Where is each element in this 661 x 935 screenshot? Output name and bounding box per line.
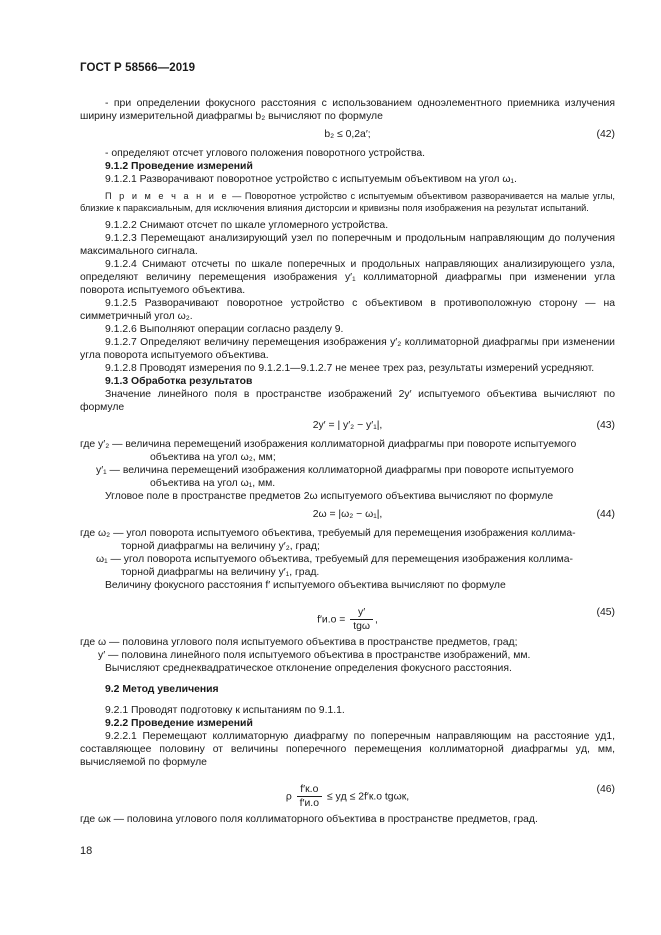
- paragraph: Величину фокусного расстояния f′ испытуемого объектива вычисляют по формуле: [105, 580, 506, 591]
- note: [80, 190, 615, 214]
- page-number: 18: [80, 845, 93, 857]
- formula-expression: 2ω = |ω₂ − ω₁|,: [312, 509, 383, 520]
- where-continuation: объектива на угол ω₁, мм.: [150, 478, 276, 489]
- paragraph: - при определении фокусного расстояния с использованием одноэлементного приемника излучения ширину измерительной диафрагмы b₂ вычисляют по формуле: [80, 98, 615, 122]
- spacer: [80, 675, 615, 683]
- section-heading: 9.1.3 Обработка результатов: [105, 376, 253, 387]
- note-label: П р и м е ч а н и е: [105, 191, 229, 201]
- where-continuation: торной диафрагмы на величину y′₂, град;: [121, 541, 320, 552]
- paragraph: - определяют отсчет углового положения поворотного устройства.: [105, 148, 426, 159]
- formula-number: (46): [596, 784, 615, 795]
- where-text: — половина углового поля коллиматорного объектива в пространстве предметов, град.: [110, 814, 538, 825]
- paragraph: 9.1.2.4 Снимают отсчеты по шкале поперечных и продольных направляющих анализирующего узла, определяют величину перемещения изображения y′₁ коллиматорной диафрагмы при изменении угла поворота испытуемого объектива.: [80, 259, 615, 296]
- page-content: [80, 97, 615, 826]
- formula-prefix: ρ: [285, 791, 292, 803]
- where-item: [80, 813, 615, 826]
- where-item: [80, 649, 615, 662]
- where-text: — величина перемещений изображения коллиматорной диафрагмы при повороте испытуемого: [106, 465, 574, 476]
- fraction-numerator: y′: [350, 606, 373, 620]
- where-label: y′₁: [96, 465, 107, 476]
- formula-expression: b₂ ≤ 0,2a′;: [324, 129, 371, 140]
- formula-42: [80, 125, 615, 145]
- where-item: [80, 464, 615, 477]
- paragraph: 9.1.2.2 Снимают отсчет по шкале угломерного устройства.: [105, 220, 389, 231]
- where-label: y′: [98, 650, 106, 661]
- paragraph: Угловое поле в пространстве предметов 2ω испытуемого объектива вычисляют по формуле: [105, 491, 554, 502]
- paragraph: 9.1.2.6 Выполняют операции согласно разделу 9.: [105, 324, 344, 335]
- where-text: — угол поворота испытуемого объектива, требуемый для перемещения изображения коллима-: [107, 554, 574, 565]
- where-item: [80, 438, 615, 451]
- paragraph: 9.2.2.1 Перемещают коллиматорную диафрагму по поперечным направляющим на расстояние yд1, составляющее половину от величины поперечного перемещения коллиматорной диафрагмы yд, мм, вычисляемой по формуле: [80, 731, 615, 768]
- formula-number: (42): [596, 129, 615, 140]
- formula-expression: [80, 783, 615, 810]
- where-label: где ω₂: [80, 528, 111, 539]
- where-label: где y′₂: [80, 439, 110, 450]
- paragraph: 9.1.2.7 Определяют величину перемещения изображения y′₂ коллиматорной диафрагмы при изменении угла поворота испытуемого объектива.: [80, 337, 615, 361]
- note-text: — Поворотное устройство с испытуемым объективом разворачивается на малые углы, близкие к параксиальным, для исключения влияния дисторсии и кривизны поля изображения на результат испытаний.: [80, 191, 615, 213]
- formula-expression: 2y′ = | y′₂ − y′₁|,: [312, 420, 383, 431]
- spacer: [80, 696, 615, 704]
- section-heading: 9.2.2 Проведение измерений: [105, 718, 253, 729]
- paragraph: 9.1.2.3 Перемещают анализирующий узел по поперечным и продольным направляющим до получения максимального сигнала.: [80, 233, 615, 257]
- where-continuation: торной диафрагмы на величину y′₁, град.: [121, 567, 320, 578]
- where-list-43: [80, 438, 615, 490]
- formula-tail: ,: [375, 614, 378, 626]
- where-list-44: [80, 527, 615, 579]
- section-heading: 9.1.2 Проведение измерений: [105, 161, 253, 172]
- fraction-numerator: f′к.о: [297, 783, 322, 797]
- paragraph: Значение линейного поля в пространстве изображений 2y′ испытуемого объектива вычисляют по формуле: [80, 389, 615, 413]
- fraction: [350, 606, 373, 633]
- where-text: — половина линейного поля испытуемого объектива в пространстве изображений, мм.: [105, 650, 531, 661]
- paragraph: 9.2.1 Проводят подготовку к испытаниям по 9.1.1.: [105, 705, 345, 716]
- paragraph: 9.1.2.1 Разворачивают поворотное устройство с испытуемым объективом на угол ω₁.: [105, 174, 517, 185]
- formula-lhs: f′и.о =: [317, 614, 346, 626]
- where-item: [80, 527, 615, 540]
- formula-number: (43): [596, 420, 615, 431]
- formula-number: (44): [596, 509, 615, 520]
- fraction-denominator: f′и.о: [299, 798, 319, 809]
- paragraph: 9.1.2.8 Проводят измерения по 9.1.2.1—9.1.2.7 не менее трех раз, результаты измерений усредняют.: [105, 363, 595, 374]
- formula-tail: ≤ yд ≤ 2f′к.о tgωк,: [326, 791, 410, 803]
- where-text: — половина углового поля испытуемого объектива в пространстве предметов, град;: [106, 637, 518, 648]
- formula-46: [80, 771, 615, 811]
- formula-44: [80, 505, 615, 525]
- where-list-45: [80, 636, 615, 662]
- where-label: где ωк: [80, 814, 111, 825]
- where-label: ω₁: [96, 554, 108, 565]
- where-text: — величина перемещений изображения коллиматорной диафрагмы при повороте испытуемого: [109, 439, 577, 450]
- where-label: где ω: [80, 637, 107, 648]
- where-item: [80, 553, 615, 566]
- paragraph: Вычисляют среднеквадратическое отклонение определения фокусного расстояния.: [105, 663, 512, 674]
- where-text: — угол поворота испытуемого объектива, требуемый для перемещения изображения коллима-: [110, 528, 576, 539]
- page-header: ГОСТ Р 58566—2019: [80, 62, 196, 74]
- formula-expression: [80, 606, 615, 633]
- paragraph: 9.1.2.5 Разворачивают поворотное устройство с объективом в противоположную сторону — на симметричный угол ω₂.: [80, 298, 615, 322]
- formula-number: (45): [596, 607, 615, 618]
- where-continuation: объектива на угол ω₂, мм;: [150, 452, 276, 463]
- formula-45: [80, 594, 615, 634]
- where-item: [80, 636, 615, 649]
- section-heading: 9.2 Метод увеличения: [105, 684, 219, 695]
- formula-43: [80, 416, 615, 436]
- fraction: [297, 783, 322, 810]
- fraction-denominator: tgω: [353, 621, 371, 632]
